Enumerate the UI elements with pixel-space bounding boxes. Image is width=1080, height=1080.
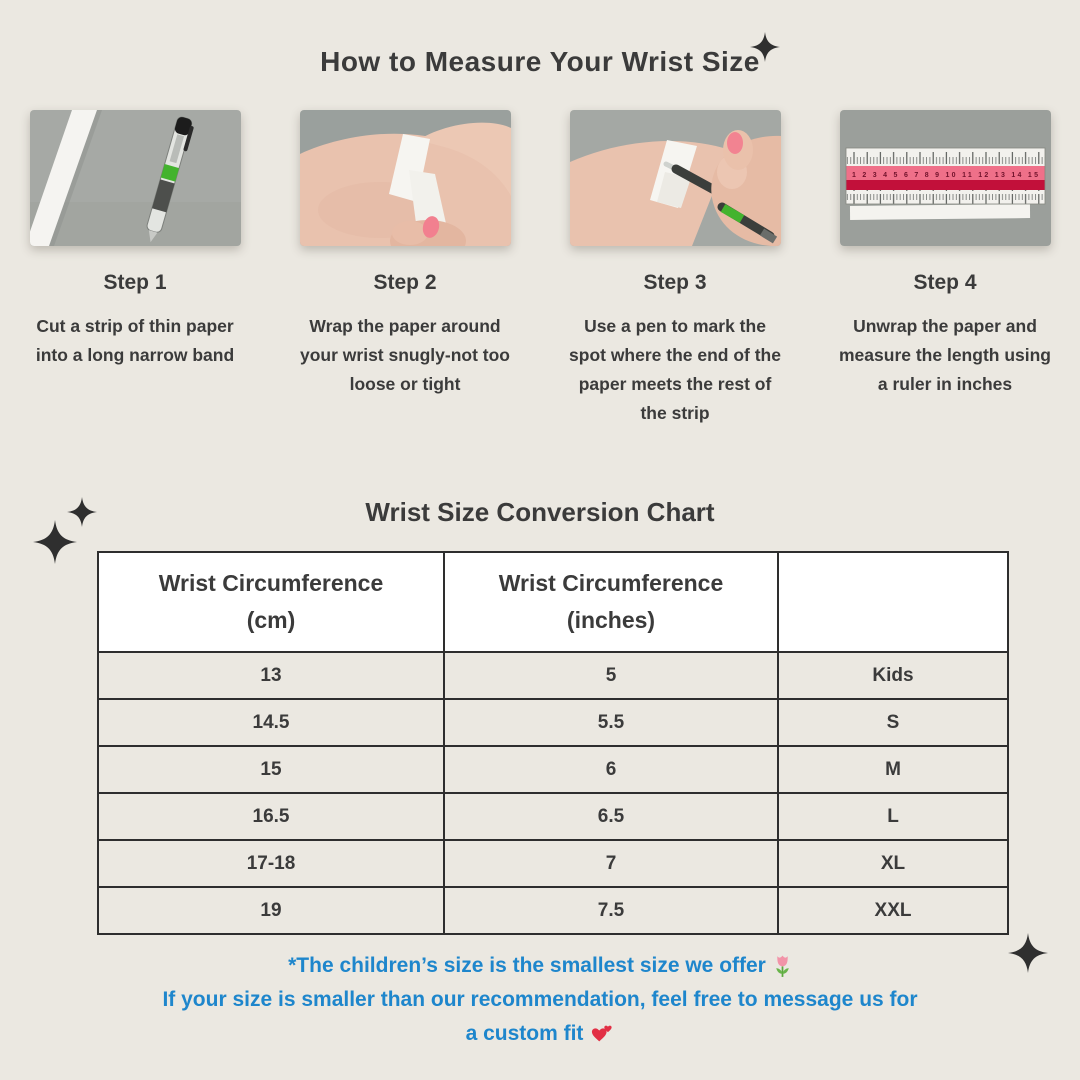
- table-row: [98, 793, 1008, 840]
- sparkle-icon: [750, 32, 780, 62]
- cell-inches: 7: [444, 840, 778, 887]
- table-row: [98, 652, 1008, 699]
- step-label: Step 3: [643, 271, 707, 294]
- steps-row: [0, 110, 1080, 428]
- step-description: Unwrap the paper and measure the length using a ruler in inches: [839, 316, 1051, 394]
- step-label: Step 1: [103, 271, 167, 294]
- table-row: [98, 840, 1008, 887]
- page-title: How to Measure Your Wrist Size: [320, 46, 760, 77]
- wrist-size-conversion-table: [97, 551, 1009, 935]
- cell-inches: 6.5: [444, 793, 778, 840]
- sparkle-icon: [33, 520, 77, 564]
- cell-size: XL: [778, 840, 1008, 887]
- cell-cm: 13: [98, 652, 444, 699]
- cell-inches: 7.5: [444, 887, 778, 934]
- cell-cm: 15: [98, 746, 444, 793]
- footer-line-2: If your size is smaller than our recommendation, feel free to message us for: [162, 988, 918, 1011]
- tulip-emoji-icon: [773, 954, 792, 979]
- footer-line-3: a custom fit: [0, 1017, 1080, 1051]
- table-row: [98, 887, 1008, 934]
- step-description: Wrap the paper around your wrist snugly-not too loose or tight: [300, 316, 510, 394]
- sparkle-icon: [1008, 933, 1048, 973]
- cell-cm: 17-18: [98, 840, 444, 887]
- step-4-photo ruler-photo: [840, 110, 1051, 246]
- conversion-chart-title: Wrist Size Conversion Chart: [365, 497, 715, 527]
- step-label: Step 2: [373, 271, 437, 294]
- step-1-photo paper-strip-and-pen-photo: [30, 110, 241, 246]
- table-row: [98, 699, 1008, 746]
- cell-size: Kids: [778, 652, 1008, 699]
- cell-cm: 19: [98, 887, 444, 934]
- cell-cm: 16.5: [98, 793, 444, 840]
- step-1-column: [0, 110, 270, 428]
- cell-size: S: [778, 699, 1008, 746]
- footer-line-1: *The children’s size is the smallest size we offer: [0, 949, 1080, 983]
- table-header-row: [98, 552, 1008, 652]
- cell-inches: 5.5: [444, 699, 778, 746]
- header-cell-inches: Wrist Circumference (inches): [444, 552, 778, 652]
- cell-size: M: [778, 746, 1008, 793]
- step-4-column: [810, 110, 1080, 428]
- step-3-column: [540, 110, 810, 428]
- cell-inches: 5: [444, 652, 778, 699]
- cell-size: XXL: [778, 887, 1008, 934]
- header-cell-cm: Wrist Circumference (cm): [98, 552, 444, 652]
- cell-size: L: [778, 793, 1008, 840]
- step-3-photo pen-marking-photo: [570, 110, 781, 246]
- ruler-numbers: 1 2 3 4 5 6 7 8 9 10 11 12 13 14 15: [851, 172, 1038, 179]
- step-2-column: [270, 110, 540, 428]
- step-2-photo wrist-wrapped-photo: [300, 110, 511, 246]
- header-cell-size: [778, 552, 1008, 652]
- cell-cm: 14.5: [98, 699, 444, 746]
- table-row: [98, 746, 1008, 793]
- step-label: Step 4: [913, 271, 977, 294]
- step-description: Use a pen to mark the spot where the end of the paper meets the rest of the strip: [569, 316, 781, 423]
- cell-inches: 6: [444, 746, 778, 793]
- step-description: Cut a strip of thin paper into a long narrow band: [35, 316, 235, 365]
- hearts-emoji-icon: [590, 1023, 614, 1045]
- footer-note: [0, 949, 1080, 1051]
